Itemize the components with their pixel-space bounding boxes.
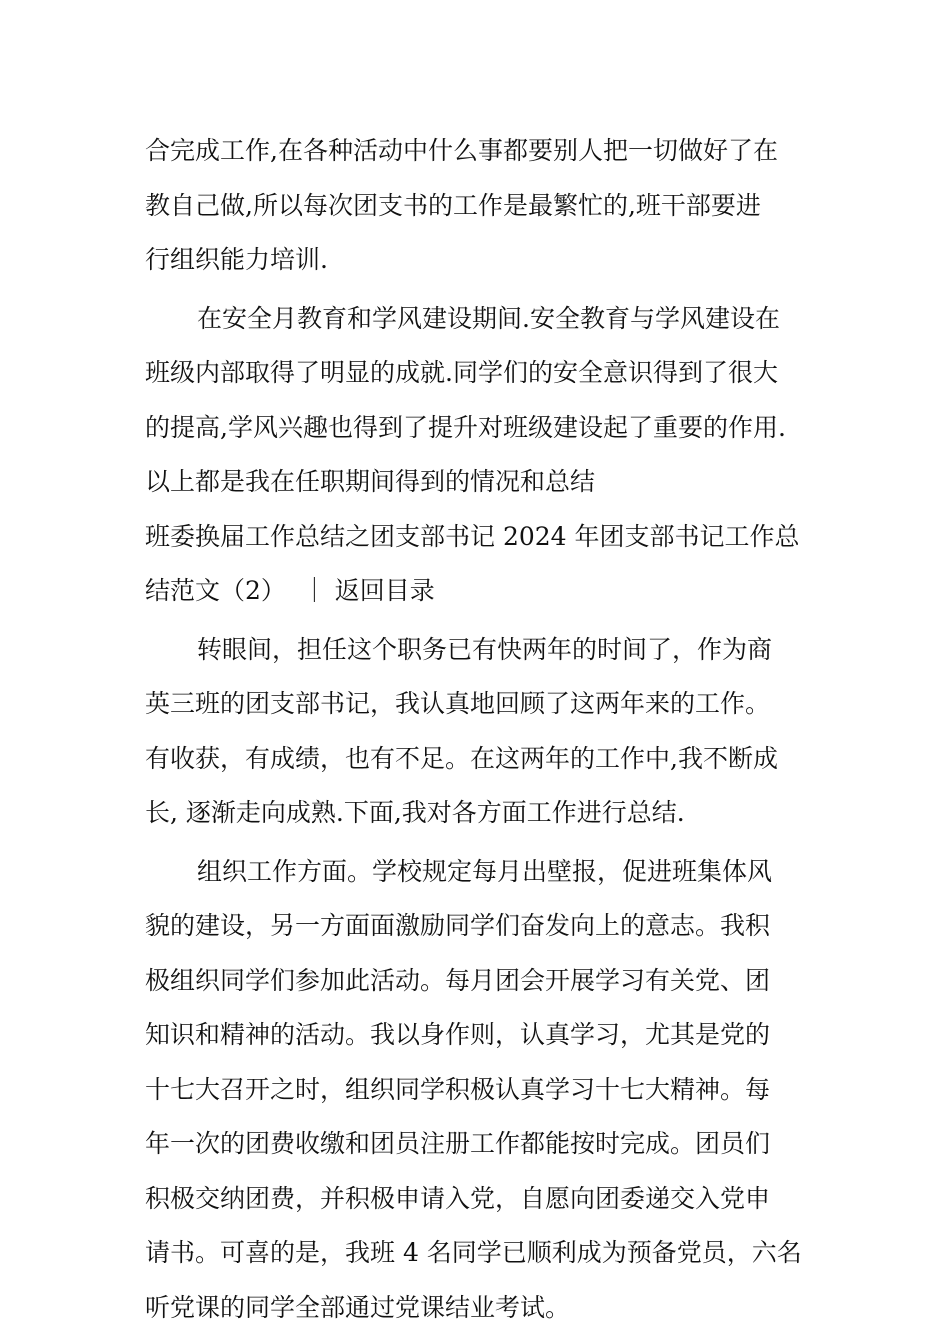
text-line: 合完成工作,在各种活动中什么事都要别人把一切做好了在 [145,136,778,165]
text-line: 教自己做,所以每次团支书的工作是最繁忙的,班干部要进 [145,190,761,220]
separator: ｜ [301,576,327,605]
text-line: 十七大召开之时，组织同学积极认真学习十七大精神。每 [145,1074,771,1104]
text-line: 班级内部取得了明显的成就.同学们的安全意识得到了很大 [145,358,778,387]
heading-title-line [145,564,810,619]
text-line: 年一次的团费收缴和团员注册工作都能按时完成。团员们 [145,1129,771,1158]
text-line: 积极交纳团费，并积极申请入党，自愿向团委递交入党申 [145,1183,771,1213]
heading-title-end: 结范文（2） [145,576,286,605]
text-line: 的提高,学风兴趣也得到了提升对班级建设起了重要的作用. [145,412,786,442]
text-line: 在安全月教育和学风建设期间.安全教育与学风建设在 [197,303,780,333]
heading-title-line: 班委换届工作总结之团支部书记 2024 年团支部书记工作总 [145,521,800,551]
paragraph-3 [145,623,810,841]
text-line: 英三班的团支部书记，我认真地回顾了这两年来的工作。 [145,689,771,718]
paragraph-1 [145,124,810,288]
text-line: 听党课的同学全部通过党课结业考试。 [145,1292,571,1322]
paragraph-4 [145,845,810,1336]
text-line: 转眼间，担任这个职务已有快两年的时间了，作为商 [197,634,773,664]
text-line: 貌的建设，另一方面面激励同学们奋发向上的意志。我积 [145,911,771,940]
text-line: 知识和精神的活动。我以身作则，认真学习，尤其是党的 [145,1020,771,1049]
text-line: 请书。可喜的是，我班 4 名同学已顺利成为预备党员，六名 [145,1238,802,1267]
text-line: 长, 逐渐走向成熟.下面,我对各方面工作进行总结. [145,798,685,827]
text-line: 行组织能力培训. [145,245,328,274]
document-body [145,124,810,1335]
text-line: 以上都是我在任职期间得到的情况和总结 [145,467,596,496]
back-to-contents-link[interactable]: 返回目录 [334,576,435,605]
text-line: 极组织同学们参加此活动。每月团会开展学习有关党、团 [145,965,771,995]
text-line: 有收获，有成绩，也有不足。在这两年的工作中,我不断成 [145,743,778,773]
section-heading [145,510,810,619]
text-line: 组织工作方面。学校规定每月出壁报，促进班集体风 [197,856,773,886]
paragraph-2 [145,292,810,510]
